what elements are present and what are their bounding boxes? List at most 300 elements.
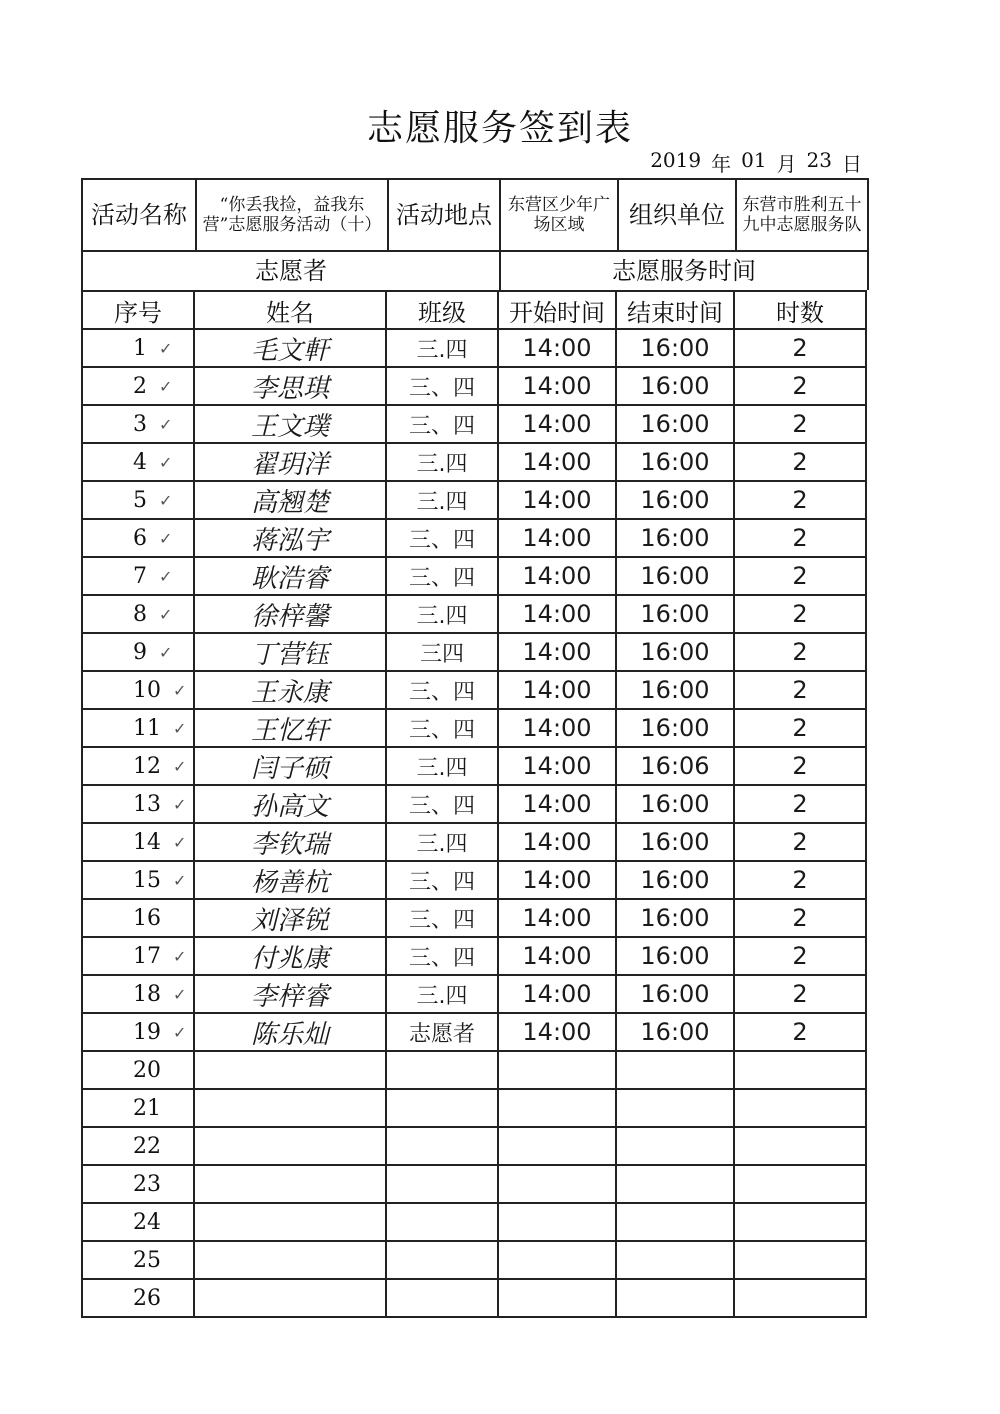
class-cell: 三、四 [408,793,475,819]
class-cell: 志愿者 [408,1021,475,1047]
name-cell: 高翘楚 [250,487,329,518]
name-cell: 陈乐灿 [250,1019,329,1050]
end-time-cell-box [617,594,735,632]
name-cell-box [195,974,387,1012]
class-cell-box [387,1202,499,1240]
table-row [81,898,867,936]
check-mark-icon: ✓ [159,376,173,396]
service-time-section-label: 志愿服务时间 [501,250,869,290]
class-cell-box [387,670,499,708]
hours-cell-box [735,404,867,442]
table-row [81,746,867,784]
end-time-cell-box [617,974,735,1012]
name-cell-box [195,366,387,404]
end-time-cell-box [617,1050,735,1088]
row-number: 21 [133,1095,161,1121]
start-time-cell-box [499,1050,617,1088]
name-cell-box [195,404,387,442]
check-mark-icon: ✓ [159,452,173,472]
name-cell-box [195,1050,387,1088]
hours-cell: 2 [792,676,808,704]
start-time-cell-box [499,328,617,366]
row-number: 17 [133,943,161,969]
hours-cell: 2 [792,942,808,970]
hours-cell-box [735,1278,867,1316]
start-time-cell: 14:00 [522,828,592,856]
hours-cell: 2 [792,980,808,1008]
hours-cell-box [735,1088,867,1126]
start-time-cell-box [499,936,617,974]
name-cell-box [195,670,387,708]
end-time-cell-box [617,784,735,822]
class-cell-box [387,1164,499,1202]
hours-cell-box [735,746,867,784]
hours-cell-box [735,518,867,556]
class-cell-box [387,1050,499,1088]
class-cell-box [387,898,499,936]
check-mark-icon: ✓ [173,984,187,1004]
name-cell: 丁营钰 [250,639,329,670]
seq-cell [81,632,195,670]
class-cell: 三、四 [408,907,475,933]
seq-cell [81,974,195,1012]
start-time-cell: 14:00 [522,676,592,704]
end-time-cell-box [617,556,735,594]
row-number: 6 [133,525,147,551]
hours-cell: 2 [792,562,808,590]
name-cell: 王永康 [250,677,329,708]
seq-cell [81,442,195,480]
hours-cell: 2 [792,334,808,362]
name-cell-box [195,518,387,556]
start-time-cell-box [499,860,617,898]
hours-cell-box [735,328,867,366]
check-mark-icon: ✓ [173,946,187,966]
name-cell: 毛文軒 [250,335,329,366]
seq-cell [81,670,195,708]
col-header-end: 结束时间 [617,290,735,328]
name-cell: 翟玥洋 [250,449,329,480]
location-value: 东营区少年广场区域 [501,178,619,250]
class-cell: 三、四 [408,717,475,743]
column-header-row [81,290,867,328]
name-cell-box [195,1012,387,1050]
end-time-cell: 16:00 [640,714,710,742]
name-cell: 李思琪 [250,373,329,404]
table-row [81,480,867,518]
class-cell: 三、四 [408,565,475,591]
volunteer-table [81,290,867,1316]
name-cell: 李梓睿 [250,981,329,1012]
hours-cell-box [735,1012,867,1050]
seq-cell [81,898,195,936]
seq-cell [81,1164,195,1202]
end-time-cell: 16:00 [640,942,710,970]
end-time-cell: 16:00 [640,410,710,438]
hours-cell-box [735,632,867,670]
table-row [81,442,867,480]
class-cell: 三、四 [408,375,475,401]
end-time-cell-box [617,1126,735,1164]
seq-cell [81,1088,195,1126]
class-cell-box [387,1012,499,1050]
header-block [81,178,869,290]
end-time-cell-box [617,404,735,442]
name-cell-box [195,328,387,366]
class-cell-box [387,556,499,594]
name-cell-box [195,746,387,784]
row-number: 19 [133,1019,161,1045]
col-header-seq: 序号 [81,290,195,328]
seq-cell [81,708,195,746]
name-cell-box [195,860,387,898]
class-cell-box [387,974,499,1012]
seq-cell [81,556,195,594]
start-time-cell: 14:00 [522,334,592,362]
hours-cell-box [735,594,867,632]
hours-cell: 2 [792,600,808,628]
seq-cell [81,936,195,974]
row-number: 7 [133,563,147,589]
check-mark-icon: ✓ [159,490,173,510]
name-cell: 蒋泓宇 [250,525,329,556]
table-row [81,594,867,632]
start-time-cell-box [499,556,617,594]
start-time-cell: 14:00 [522,448,592,476]
class-cell-box [387,480,499,518]
name-cell-box [195,1240,387,1278]
row-number: 22 [133,1133,161,1159]
table-row [81,1126,867,1164]
hours-cell: 2 [792,448,808,476]
hours-cell-box [735,822,867,860]
hours-cell-box [735,936,867,974]
end-time-cell-box [617,480,735,518]
class-cell: 三、四 [408,413,475,439]
row-number: 1 [133,335,147,361]
class-cell: 三.四 [416,337,468,363]
row-number: 9 [133,639,147,665]
start-time-cell-box [499,822,617,860]
table-row [81,1240,867,1278]
end-time-cell: 16:00 [640,638,710,666]
start-time-cell-box [499,404,617,442]
hours-cell: 2 [792,714,808,742]
end-time-cell: 16:00 [640,448,710,476]
class-cell-box [387,860,499,898]
class-cell-box [387,442,499,480]
seq-cell [81,518,195,556]
end-time-cell-box [617,746,735,784]
check-mark-icon: ✓ [173,870,187,890]
table-row [81,936,867,974]
name-cell-box [195,556,387,594]
end-time-cell-box [617,936,735,974]
check-mark-icon: ✓ [159,414,173,434]
date-line [600,148,862,177]
start-time-cell: 14:00 [522,790,592,818]
table-bottom-border [81,1316,867,1318]
seq-cell [81,328,195,366]
hours-cell: 2 [792,866,808,894]
table-row [81,784,867,822]
seq-cell [81,784,195,822]
hours-cell-box [735,556,867,594]
date-day-label: 日 [842,152,862,176]
start-time-cell: 14:00 [522,980,592,1008]
seq-cell [81,1202,195,1240]
start-time-cell-box [499,898,617,936]
class-cell: 三、四 [408,945,475,971]
table-row [81,860,867,898]
row-number: 4 [133,449,147,475]
end-time-cell: 16:06 [640,752,710,780]
table-row [81,556,867,594]
end-time-cell: 16:00 [640,1018,710,1046]
end-time-cell: 16:00 [640,676,710,704]
end-time-cell-box [617,860,735,898]
row-number: 24 [133,1209,161,1235]
class-cell-box [387,328,499,366]
table-row [81,518,867,556]
row-number: 20 [133,1057,161,1083]
hours-cell: 2 [792,638,808,666]
start-time-cell-box [499,366,617,404]
name-cell: 孙高文 [250,791,329,822]
row-number: 10 [133,677,161,703]
name-cell: 王文璞 [250,411,329,442]
seq-cell [81,746,195,784]
check-mark-icon: ✓ [159,604,173,624]
class-cell-box [387,518,499,556]
start-time-cell: 14:00 [522,372,592,400]
end-time-cell-box [617,1012,735,1050]
class-cell: 三.四 [416,489,468,515]
start-time-cell-box [499,632,617,670]
start-time-cell-box [499,1278,617,1316]
end-time-cell: 16:00 [640,372,710,400]
start-time-cell-box [499,708,617,746]
class-cell-box [387,708,499,746]
class-cell: 三、四 [408,527,475,553]
start-time-cell-box [499,1088,617,1126]
hours-cell: 2 [792,790,808,818]
class-cell-box [387,784,499,822]
table-row [81,328,867,366]
row-number: 3 [133,411,147,437]
date-year-label: 年 [711,152,732,176]
name-cell: 杨善杭 [250,867,329,898]
col-header-name: 姓名 [195,290,387,328]
name-cell-box [195,936,387,974]
name-cell-box [195,594,387,632]
row-number: 14 [133,829,161,855]
name-cell-box [195,1202,387,1240]
check-mark-icon: ✓ [173,756,187,776]
hours-cell: 2 [792,524,808,552]
start-time-cell-box [499,784,617,822]
end-time-cell: 16:00 [640,562,710,590]
name-cell-box [195,1164,387,1202]
hours-cell-box [735,1164,867,1202]
class-cell-box [387,1126,499,1164]
class-cell: 三.四 [416,983,468,1009]
start-time-cell-box [499,480,617,518]
start-time-cell: 14:00 [522,942,592,970]
end-time-cell-box [617,1164,735,1202]
start-time-cell-box [499,1240,617,1278]
name-cell-box [195,1278,387,1316]
row-number: 23 [133,1171,161,1197]
end-time-cell-box [617,442,735,480]
name-cell: 刘泽锐 [250,905,329,936]
name-cell-box [195,898,387,936]
name-cell-box [195,1126,387,1164]
name-cell-box [195,822,387,860]
end-time-cell-box [617,1240,735,1278]
class-cell-box [387,936,499,974]
hours-cell: 2 [792,904,808,932]
check-mark-icon: ✓ [173,718,187,738]
row-number: 25 [133,1247,161,1273]
start-time-cell-box [499,442,617,480]
table-row [81,708,867,746]
start-time-cell: 14:00 [522,714,592,742]
activity-name-label: 活动名称 [83,178,197,250]
table-row [81,1278,867,1316]
table-row [81,632,867,670]
seq-cell [81,822,195,860]
start-time-cell: 14:00 [522,904,592,932]
hours-cell-box [735,708,867,746]
seq-cell [81,1240,195,1278]
table-row [81,1088,867,1126]
hours-cell: 2 [792,752,808,780]
hours-cell: 2 [792,410,808,438]
hours-cell-box [735,1240,867,1278]
row-number: 2 [133,373,147,399]
name-cell: 付兆康 [250,943,329,974]
end-time-cell: 16:00 [640,600,710,628]
hours-cell-box [735,366,867,404]
class-cell: 三.四 [416,451,468,477]
class-cell: 三、四 [408,679,475,705]
end-time-cell: 16:00 [640,980,710,1008]
class-cell: 三.四 [416,603,468,629]
start-time-cell-box [499,594,617,632]
hours-cell-box [735,1050,867,1088]
start-time-cell: 14:00 [522,486,592,514]
start-time-cell: 14:00 [522,638,592,666]
seq-cell [81,860,195,898]
class-cell-box [387,746,499,784]
end-time-cell: 16:00 [640,904,710,932]
name-cell: 耿浩睿 [250,563,329,594]
table-row [81,822,867,860]
class-cell-box [387,1240,499,1278]
date-year: 2019 [650,148,702,172]
name-cell-box [195,784,387,822]
seq-cell [81,480,195,518]
table-row [81,1012,867,1050]
location-label: 活动地点 [389,178,501,250]
start-time-cell-box [499,670,617,708]
hours-cell-box [735,784,867,822]
end-time-cell: 16:00 [640,828,710,856]
hours-cell: 2 [792,486,808,514]
hours-cell-box [735,974,867,1012]
class-cell-box [387,366,499,404]
row-number: 18 [133,981,161,1007]
row-number: 11 [133,715,161,741]
organizer-value: 东营市胜利五十九中志愿服务队 [737,178,869,250]
start-time-cell-box [499,1202,617,1240]
end-time-cell: 16:00 [640,486,710,514]
table-row [81,974,867,1012]
hours-cell-box [735,442,867,480]
class-cell-box [387,632,499,670]
table-row [81,670,867,708]
start-time-cell: 14:00 [522,752,592,780]
end-time-cell: 16:00 [640,866,710,894]
start-time-cell-box [499,1012,617,1050]
end-time-cell-box [617,708,735,746]
start-time-cell: 14:00 [522,562,592,590]
hours-cell: 2 [792,828,808,856]
page-title: 志愿服务签到表 [366,108,633,149]
check-mark-icon: ✓ [159,566,173,586]
name-cell: 王忆轩 [250,715,329,746]
check-mark-icon: ✓ [173,794,187,814]
check-mark-icon: ✓ [159,528,173,548]
start-time-cell-box [499,746,617,784]
date-day: 23 [806,148,832,172]
end-time-cell-box [617,366,735,404]
start-time-cell-box [499,518,617,556]
check-mark-icon: ✓ [173,680,187,700]
end-time-cell-box [617,518,735,556]
row-number: 8 [133,601,147,627]
seq-cell [81,1126,195,1164]
row-number: 16 [133,905,161,931]
end-time-cell: 16:00 [640,334,710,362]
table-row [81,1050,867,1088]
check-mark-icon: ✓ [159,642,173,662]
col-header-hours: 时数 [735,290,867,328]
class-cell: 三.四 [416,831,468,857]
sign-in-sheet [81,178,867,1316]
col-header-class: 班级 [387,290,499,328]
name-cell-box [195,632,387,670]
hours-cell: 2 [792,1018,808,1046]
table-row [81,1202,867,1240]
activity-name-value: “你丢我捡，益我东营”志愿服务活动（十） [197,178,389,250]
end-time-cell: 16:00 [640,524,710,552]
class-cell: 三四 [419,641,464,667]
hours-cell-box [735,480,867,518]
row-number: 26 [133,1285,161,1311]
check-mark-icon: ✓ [159,338,173,358]
name-cell-box [195,442,387,480]
class-cell-box [387,594,499,632]
hours-cell-box [735,1202,867,1240]
row-number: 13 [133,791,161,817]
start-time-cell: 14:00 [522,410,592,438]
name-cell-box [195,708,387,746]
class-cell-box [387,822,499,860]
start-time-cell-box [499,1126,617,1164]
end-time-cell-box [617,1088,735,1126]
